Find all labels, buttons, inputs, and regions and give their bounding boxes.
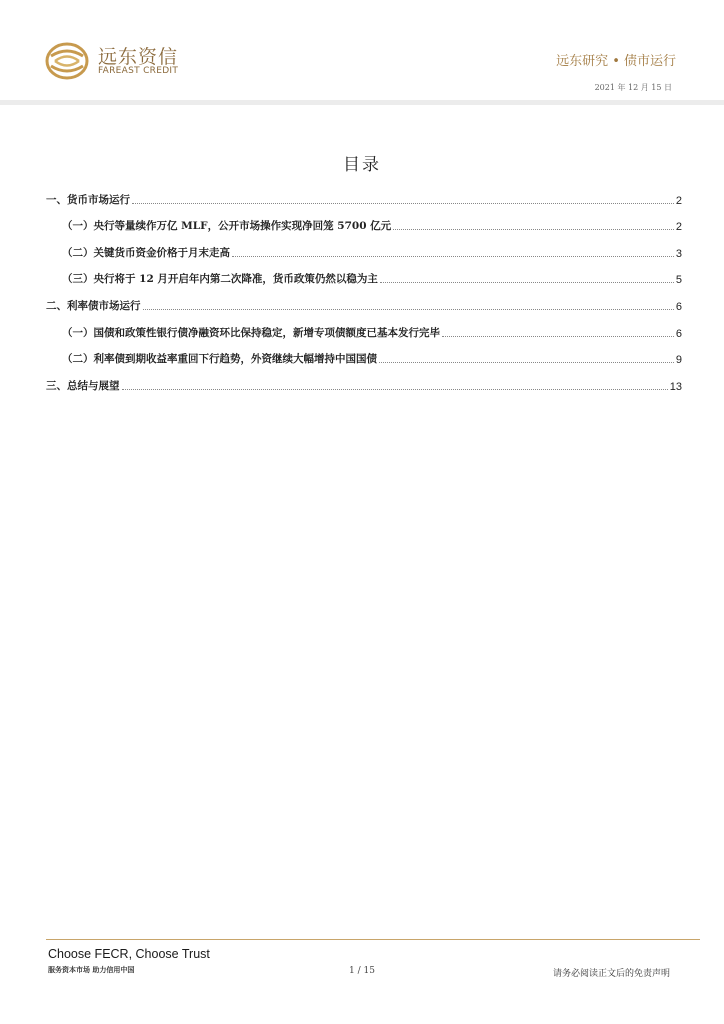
toc-entry-rate-bond-market[interactable] [46,286,682,313]
header-divider [0,100,724,105]
toc-entry-rrr-cut[interactable] [46,260,682,287]
toc-entry-page: 6 [675,300,682,313]
toc-entry-text: （二）利率债到期收益率重回下行趋势，外资继续大幅增持中国国债 [62,353,377,366]
logo-english-name: FAREAST CREDIT [98,66,179,76]
toc-entry-funding-rates[interactable] [46,233,682,260]
toc-entry-page: 3 [675,247,682,260]
toc-entry-mlf[interactable] [46,207,682,234]
page-header [0,0,724,108]
toc-leader-dots [122,388,668,390]
toc-leader-dots [379,361,674,363]
toc-entry-text: （二）关键货币资金价格于月末走高 [62,246,230,259]
toc-entry-text: 二、利率债市场运行 [46,299,141,312]
toc-entry-text: （一）国债和政策性银行债净融资环比保持稳定，新增专项债额度已基本发行完毕 [62,326,440,339]
toc-entry-page: 5 [675,274,682,287]
footer-slogan: Choose FECR, Choose Trust [48,947,210,961]
page-number: 1 / 15 [349,966,375,976]
report-series-label: 远东研究 • 债市运行 [556,54,676,69]
toc-leader-dots [143,308,674,310]
toc-title: 目录 [343,155,381,175]
footer-tagline: 服务资本市场 助力信用中国 [48,966,135,974]
toc-entry-text: （三）央行将于 12 月开启年内第二次降准，货币政策仍然以稳为主 [62,273,378,286]
toc-entry-yields[interactable] [46,340,682,367]
toc-leader-dots [380,281,674,283]
footer-divider [46,939,700,940]
toc-leader-dots [393,228,674,230]
toc-leader-dots [132,202,674,204]
toc-entry-page: 13 [669,380,682,393]
toc-entry-page: 2 [675,194,682,207]
toc-leader-dots [442,335,674,337]
toc-entry-page: 2 [675,221,682,234]
table-of-contents [46,180,682,393]
toc-entry-page: 9 [675,354,682,367]
report-date: 2021 年 12 月 15 日 [594,83,672,92]
toc-entry-page: 6 [675,327,682,340]
toc-entry-net-financing[interactable] [46,313,682,340]
fareast-credit-logo [44,40,184,82]
toc-leader-dots [232,255,674,257]
toc-entry-text: 一、货币市场运行 [46,193,130,206]
toc-entry-money-market[interactable] [46,180,682,207]
toc-entry-text: 三、总结与展望 [46,379,120,392]
footer-disclaimer: 请务必阅读正文后的免责声明 [552,969,670,979]
toc-entry-text: （一）央行等量续作万亿 MLF，公开市场操作实现净回笼 5700 亿元 [62,220,392,233]
logo-chinese-name: 远东资信 [98,46,179,68]
fareast-logo-icon [44,40,90,82]
toc-entry-summary[interactable] [46,366,682,393]
